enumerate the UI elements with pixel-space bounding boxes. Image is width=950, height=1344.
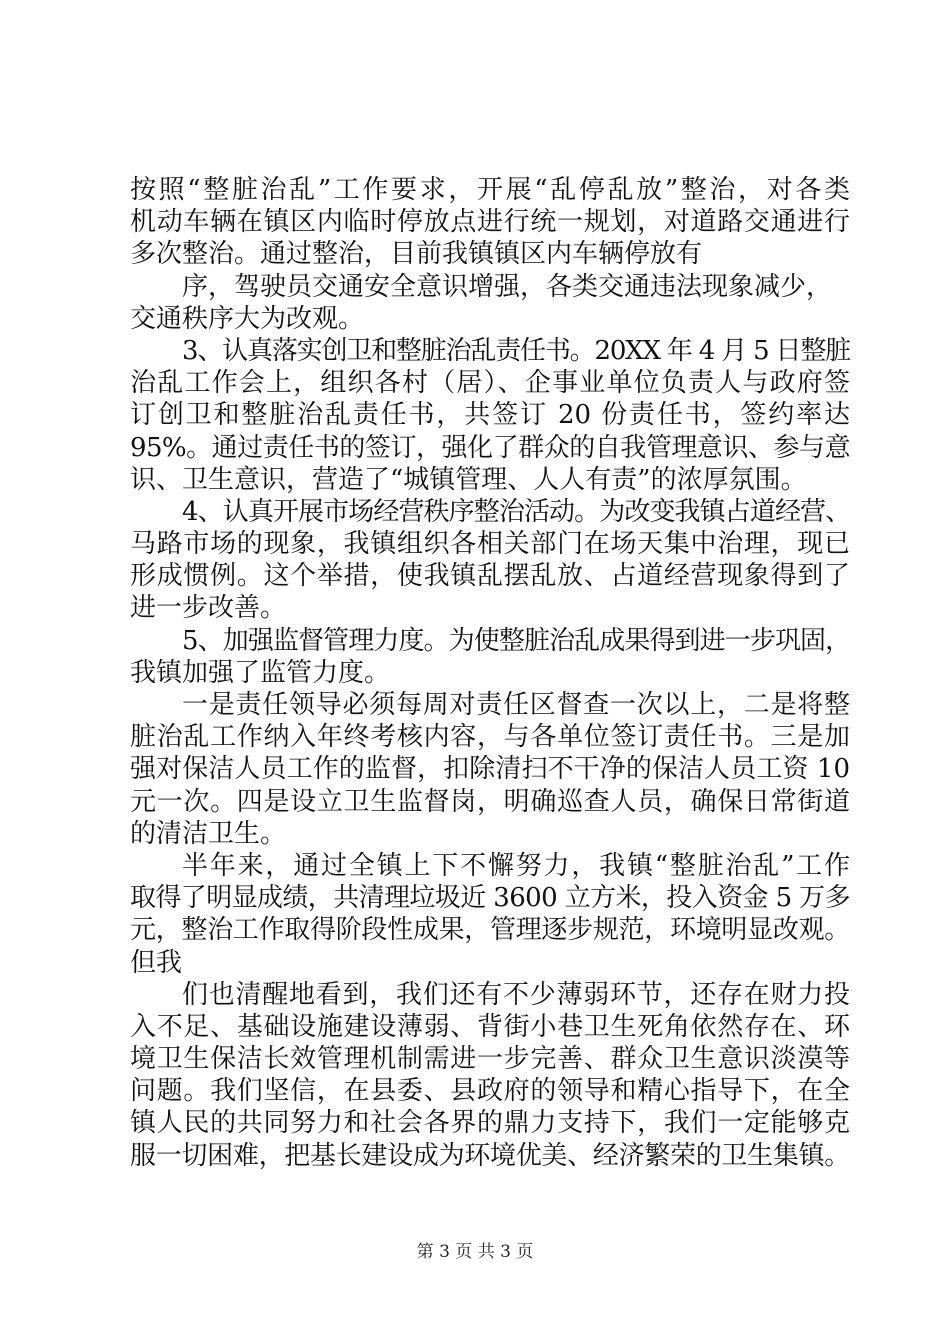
text-line: 强对保洁人员工作的监督，扣除清扫不干净的保洁人员工资 10: [130, 754, 850, 785]
text-line: 取得了明显成绩，共清理垃圾近 3600 立方米，投入资金 5 万多: [130, 883, 850, 914]
text-line: 马路市场的现象，我镇组织各相关部门在场天集中治理，现已: [130, 529, 850, 560]
page-number: 第 3 页 共 3 页: [416, 1242, 534, 1262]
text-line: 问题。我们坚信，在县委、县政府的领导和精心指导下，在全: [130, 1076, 850, 1107]
text-line: 一是责任领导必须每周对责任区督查一次以上，二是将整: [182, 690, 850, 720]
text-line: 半年来，通过全镇上下不懈努力，我镇“整脏治乱”工作: [182, 850, 850, 881]
text-line: 95%。通过责任书的签订，强化了群众的自我管理意识、参与意: [130, 432, 850, 463]
text-line: 的清洁卫生。: [130, 818, 287, 849]
text-line: 元，整治工作取得阶段性成果，管理逐步规范，环境明显改观。: [130, 915, 850, 946]
text-line: 机动车辆在镇区内临时停放点进行统一规划，对道路交通进行: [130, 207, 850, 238]
text-line: 交通秩序大为改观。: [130, 303, 365, 334]
text-line: 境卫生保洁长效管理机制需进一步完善、群众卫生意识淡漠等: [130, 1044, 850, 1075]
text-line: 5、加强监督管理力度。为使整脏治乱成果得到进一步巩固，: [182, 625, 851, 656]
text-line: 识、卫生意识，营造了“城镇管理、人人有责”的浓厚氛围。: [130, 464, 807, 495]
text-line: 镇人民的共同努力和社会各界的鼎力支持下，我们一定能够克: [130, 1108, 850, 1139]
text-line: 我镇加强了监管力度。: [130, 657, 391, 688]
text-line: 4、认真开展市场经营秩序整治活动。为改变我镇占道经营、: [182, 496, 851, 527]
text-line: 们也清醒地看到，我们还有不少薄弱环节，还存在财力投: [182, 979, 850, 1010]
text-line: 脏治乱工作纳入年终考核内容，与各单位签订责任书。三是加: [130, 722, 850, 753]
text-line: 订创卫和整脏治乱责任书，共签订 20 份责任书，签约率达: [130, 400, 850, 431]
text-line: 治乱工作会上，组织各村（居）、企事业单位负责人与政府签: [130, 368, 850, 399]
text-line: 形成惯例。这个举措，使我镇乱摆乱放、占道经营现象得到了: [130, 561, 850, 592]
text-line: 多次整治。通过整治，目前我镇镇区内车辆停放有: [130, 239, 703, 270]
text-line: 元一次。四是设立卫生监督岗，明确巡查人员，确保日常街道: [130, 786, 850, 817]
text-line: 按照“整脏治乱”工作要求，开展“乱停乱放”整治，对各类: [130, 175, 850, 205]
text-line: 入不足、基础设施建设薄弱、背街小巷卫生死角依然存在、环: [130, 1011, 850, 1042]
document-body: [130, 174, 850, 1172]
text-line: 服一切困难，把基长建设成为环境优美、经济繁荣的卫生集镇。: [130, 1140, 850, 1171]
text-line: 但我: [130, 947, 183, 978]
text-line: 进一步改善。: [130, 593, 287, 624]
text-line: 序，驾驶员交通安全意识增强，各类交通违法现象减少，: [182, 271, 833, 302]
text-line: 3、认真落实创卫和整脏治乱责任书。20XX 年 4 月 5 日整脏: [182, 335, 850, 366]
